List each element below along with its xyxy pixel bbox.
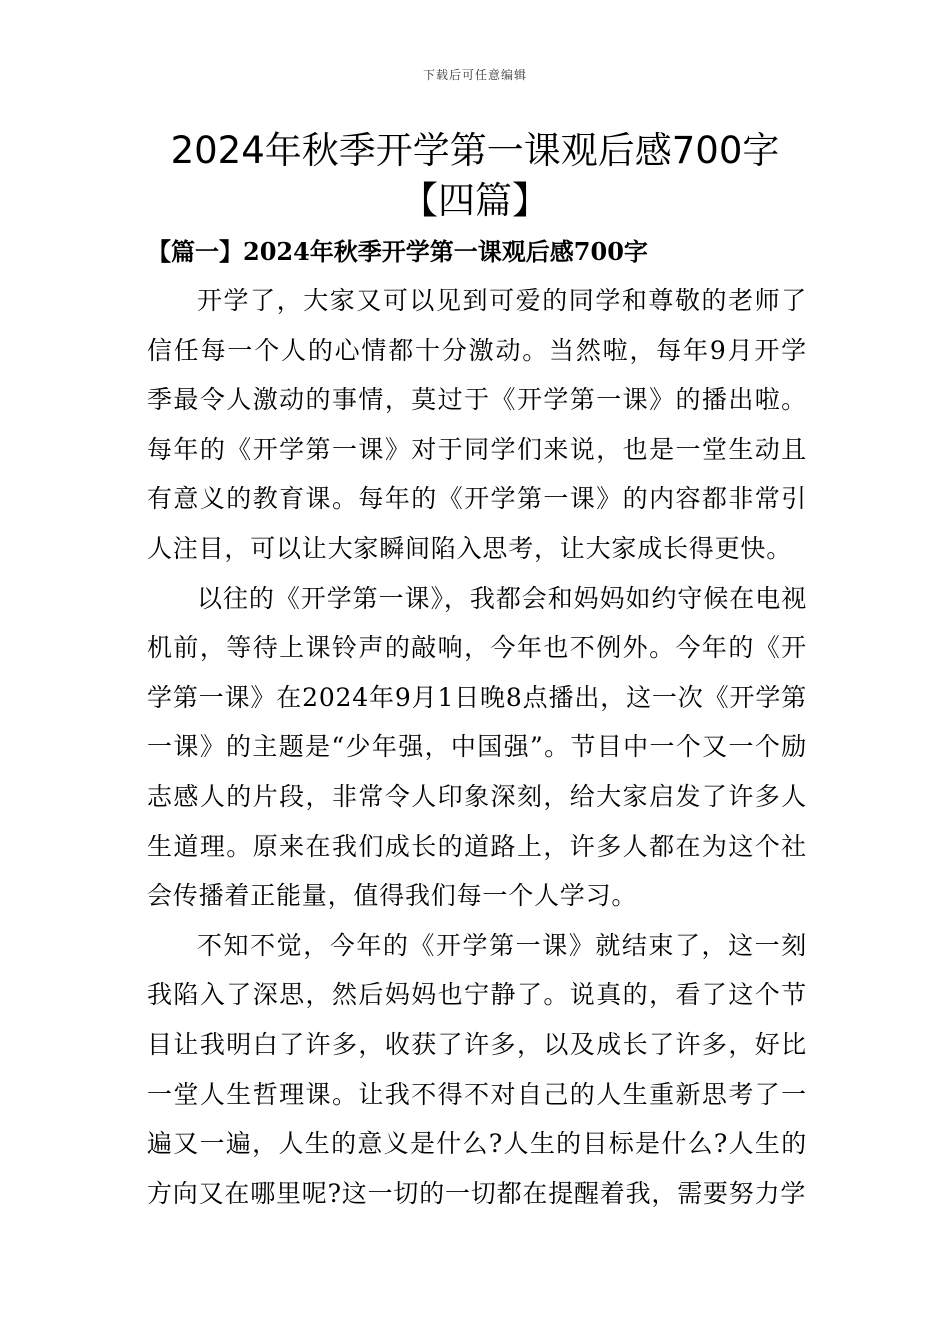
body-text: [147, 276, 807, 1218]
paragraph: 不知不觉，今年的《开学第一课》就结束了，这一刻我陷入了深思，然后妈妈也宁静了。说真的，看了这个节目让我明白了许多，收获了许多，以及成长了许多，好比一堂人生哲理课。让我不得不对自己的人生重新思考了一遍又一遍，人生的意义是什么?人生的目标是什么?人生的方向又在哪里呢?这一切的一切都在提醒着我，需要努力学: [147, 930, 807, 1208]
header-note: 下载后可任意编辑: [422, 68, 527, 82]
document-title: 2024年秋季开学第一课观后感700字【四篇】: [170, 129, 780, 222]
section-heading: 【篇一】2024年秋季开学第一课观后感700字: [147, 237, 648, 266]
paragraph: 以往的《开学第一课》，我都会和妈妈如约守候在电视机前，等待上课铃声的敲响，今年也不例外。今年的《开学第一课》在2024年9月1日晚8点播出，这一次《开学第一课》的主题是“少年强，中国强”。节目中一个又一个励志感人的片段，非常令人印象深刻，给大家启发了许多人生道理。原来在我们成长的道路上，许多人都在为这个社会传播着正能量，值得我们每一个人学习。: [147, 583, 807, 911]
paragraph: 开学了，大家又可以见到可爱的同学和尊敬的老师了信任每一个人的心情都十分激动。当然啦，每年9月开学季最令人激动的事情，莫过于《开学第一课》的播出啦。每年的《开学第一课》对于同学们来说，也是一堂生动且有意义的教育课。每年的《开学第一课》的内容都非常引人注目，可以让大家瞬间陷入思考，让大家成长得更快。: [147, 286, 807, 563]
